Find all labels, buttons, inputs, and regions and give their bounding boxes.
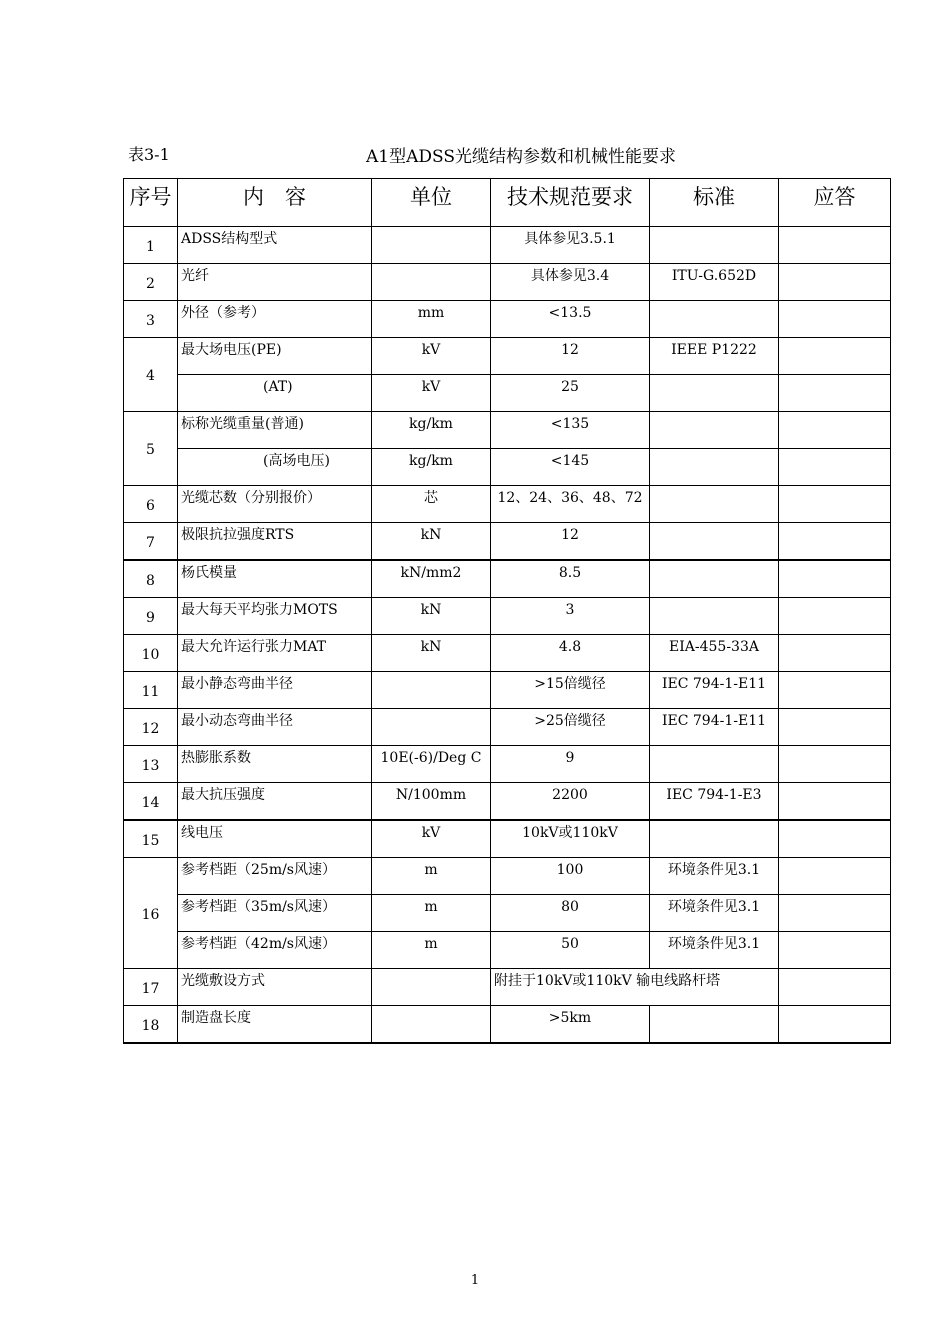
row-seq: 15 [124, 820, 178, 858]
row-response[interactable] [779, 858, 891, 895]
row-response[interactable] [779, 486, 891, 523]
row-unit: mm [372, 301, 491, 338]
row-standard [650, 227, 779, 264]
row-unit: kV [372, 338, 491, 375]
row-content: 最大场电压(PE) [178, 338, 372, 375]
row-content: 最大允许运行张力MAT [178, 635, 372, 672]
row-standard [650, 301, 779, 338]
row-unit [372, 227, 491, 264]
row-unit [372, 1006, 491, 1044]
row-seq: 13 [124, 746, 178, 783]
table-row [124, 560, 891, 598]
table-row [124, 598, 891, 635]
table-row [124, 1006, 891, 1044]
row-standard [650, 598, 779, 635]
row-spec: 50 [491, 932, 650, 969]
row-unit: m [372, 932, 491, 969]
row-standard [650, 560, 779, 598]
page-title: A1型ADSS光缆结构参数和机械性能要求 [366, 147, 676, 167]
table-row [124, 635, 891, 672]
row-content: (AT) [178, 375, 372, 412]
row-unit [372, 672, 491, 709]
row-content: (高场电压) [178, 449, 372, 486]
row-seq: 5 [124, 412, 178, 486]
row-standard: IEEE P1222 [650, 338, 779, 375]
row-content: 最小静态弯曲半径 [178, 672, 372, 709]
row-seq: 2 [124, 264, 178, 301]
header-spec: 技术规范要求 [491, 179, 650, 227]
header-unit: 单位 [372, 179, 491, 227]
row-seq: 3 [124, 301, 178, 338]
row-response[interactable] [779, 598, 891, 635]
row-content: 杨氏模量 [178, 560, 372, 598]
table-row [124, 412, 891, 449]
row-seq: 6 [124, 486, 178, 523]
row-standard [650, 375, 779, 412]
table-caption: 表3-1 [128, 145, 170, 164]
row-content: 外径（参考） [178, 301, 372, 338]
row-content: ADSS结构型式 [178, 227, 372, 264]
row-unit: kV [372, 375, 491, 412]
spec-table [123, 178, 891, 1044]
table-row [124, 820, 891, 858]
row-standard [650, 820, 779, 858]
table-row [124, 264, 891, 301]
row-spec: <13.5 [491, 301, 650, 338]
row-seq: 1 [124, 227, 178, 264]
row-response[interactable] [779, 301, 891, 338]
row-spec: 10kV或110kV [491, 820, 650, 858]
row-content: 光缆敷设方式 [178, 969, 372, 1006]
row-standard: EIA-455-33A [650, 635, 779, 672]
row-spec: >15倍缆径 [491, 672, 650, 709]
row-content: 制造盘长度 [178, 1006, 372, 1044]
header-content: 内 容 [178, 179, 372, 227]
row-standard: IEC 794-1-E3 [650, 783, 779, 821]
row-response[interactable] [779, 449, 891, 486]
row-response[interactable] [779, 783, 891, 821]
header-seq: 序号 [124, 179, 178, 227]
table-row [124, 709, 891, 746]
table-row [124, 523, 891, 561]
row-unit: kN [372, 523, 491, 561]
row-response[interactable] [779, 375, 891, 412]
row-response[interactable] [779, 1006, 891, 1044]
header-response: 应答 [779, 179, 891, 227]
row-response[interactable] [779, 746, 891, 783]
row-response[interactable] [779, 338, 891, 375]
row-standard [650, 523, 779, 561]
row-content: 参考档距（35m/s风速） [178, 895, 372, 932]
row-spec: 12、24、36、48、72 [491, 486, 650, 523]
row-response[interactable] [779, 523, 891, 561]
row-unit [372, 709, 491, 746]
row-seq: 16 [124, 858, 178, 969]
row-response[interactable] [779, 412, 891, 449]
row-spec: 100 [491, 858, 650, 895]
row-content: 线电压 [178, 820, 372, 858]
row-spec: >5km [491, 1006, 650, 1044]
row-spec: 25 [491, 375, 650, 412]
row-spec: 12 [491, 338, 650, 375]
table-row [124, 672, 891, 709]
row-response[interactable] [779, 635, 891, 672]
row-standard [650, 486, 779, 523]
row-seq: 10 [124, 635, 178, 672]
row-seq: 7 [124, 523, 178, 561]
row-response[interactable] [779, 709, 891, 746]
row-standard: ITU-G.652D [650, 264, 779, 301]
row-seq: 8 [124, 560, 178, 598]
row-response[interactable] [779, 672, 891, 709]
table-row [124, 301, 891, 338]
row-standard [650, 1006, 779, 1044]
row-unit: 芯 [372, 486, 491, 523]
table-row [124, 449, 891, 486]
row-unit: kN [372, 635, 491, 672]
row-standard [650, 746, 779, 783]
table-row [124, 338, 891, 375]
row-unit: kN [372, 598, 491, 635]
table-row [124, 895, 891, 932]
row-standard: 环境条件见3.1 [650, 932, 779, 969]
row-content: 最小动态弯曲半径 [178, 709, 372, 746]
row-unit: m [372, 895, 491, 932]
table-row [124, 486, 891, 523]
row-spec: 12 [491, 523, 650, 561]
row-spec: <135 [491, 412, 650, 449]
row-content: 光纤 [178, 264, 372, 301]
row-spec: 8.5 [491, 560, 650, 598]
row-spec: 9 [491, 746, 650, 783]
row-unit [372, 264, 491, 301]
row-response[interactable] [779, 895, 891, 932]
row-standard [650, 449, 779, 486]
row-standard: IEC 794-1-E11 [650, 672, 779, 709]
row-unit: m [372, 858, 491, 895]
row-unit: kg/km [372, 449, 491, 486]
row-spec: 附挂于10kV或110kV 输电线路杆塔 [491, 969, 779, 1006]
row-seq: 4 [124, 338, 178, 412]
row-response[interactable] [779, 264, 891, 301]
row-spec: 具体参见3.4 [491, 264, 650, 301]
row-content: 参考档距（25m/s风速） [178, 858, 372, 895]
row-seq: 14 [124, 783, 178, 821]
page-number: 1 [470, 1273, 480, 1288]
row-content: 最大每天平均张力MOTS [178, 598, 372, 635]
row-content: 极限抗拉强度RTS [178, 523, 372, 561]
row-spec: >25倍缆径 [491, 709, 650, 746]
row-seq: 18 [124, 1006, 178, 1044]
row-content: 最大抗压强度 [178, 783, 372, 821]
row-standard: 环境条件见3.1 [650, 895, 779, 932]
table-row [124, 858, 891, 895]
row-standard [650, 412, 779, 449]
row-response[interactable] [779, 560, 891, 598]
row-spec: 80 [491, 895, 650, 932]
row-response[interactable] [779, 227, 891, 264]
row-response[interactable] [779, 932, 891, 969]
row-seq: 11 [124, 672, 178, 709]
row-response[interactable] [779, 820, 891, 858]
row-standard: 环境条件见3.1 [650, 858, 779, 895]
row-unit: kg/km [372, 412, 491, 449]
row-spec: 2200 [491, 783, 650, 821]
row-unit: kV [372, 820, 491, 858]
row-spec: 3 [491, 598, 650, 635]
row-spec: 具体参见3.5.1 [491, 227, 650, 264]
row-spec: 4.8 [491, 635, 650, 672]
row-seq: 12 [124, 709, 178, 746]
row-unit: 10E(-6)/Deg C [372, 746, 491, 783]
row-content: 热膨胀系数 [178, 746, 372, 783]
table-row [124, 932, 891, 969]
row-seq: 17 [124, 969, 178, 1006]
row-content: 标称光缆重量(普通) [178, 412, 372, 449]
row-content: 参考档距（42m/s风速） [178, 932, 372, 969]
row-seq: 9 [124, 598, 178, 635]
table-row [124, 783, 891, 821]
row-content: 光缆芯数（分别报价） [178, 486, 372, 523]
row-response[interactable] [779, 969, 891, 1006]
table-row [124, 375, 891, 412]
row-unit: kN/mm2 [372, 560, 491, 598]
row-spec: <145 [491, 449, 650, 486]
table-header-row [124, 179, 891, 227]
table-row [124, 969, 891, 1006]
row-unit: N/100mm [372, 783, 491, 821]
header-standard: 标准 [650, 179, 779, 227]
row-standard: IEC 794-1-E11 [650, 709, 779, 746]
table-row [124, 746, 891, 783]
table-row [124, 227, 891, 264]
row-unit [372, 969, 491, 1006]
